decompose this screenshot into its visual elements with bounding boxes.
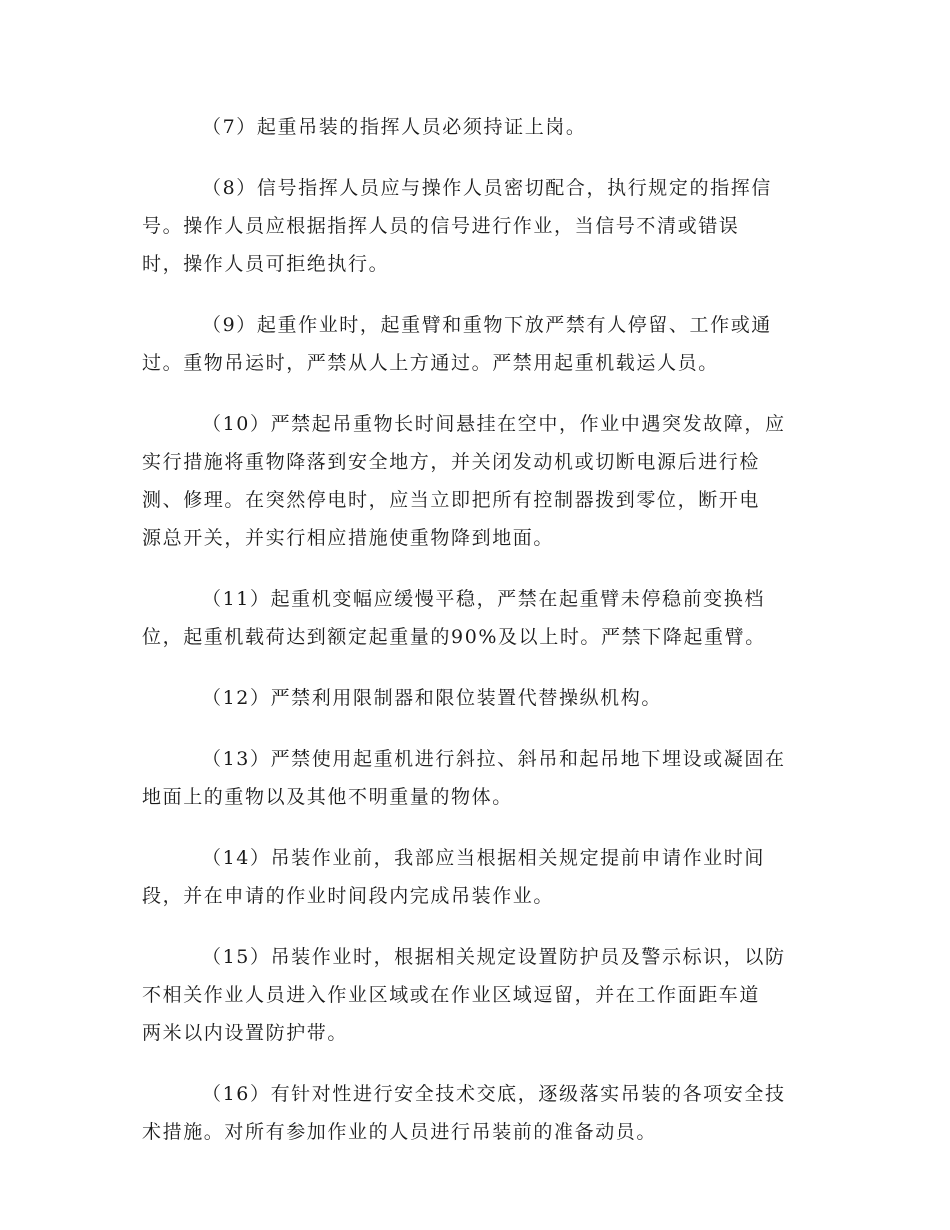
- paragraph-line: （15）吊装作业时，根据相关规定设置防护员及警示标识，以防: [202, 946, 786, 968]
- paragraph-8: [142, 169, 808, 283]
- paragraph-13: [142, 740, 808, 816]
- paragraph-11: [142, 580, 808, 656]
- paragraph-12: [142, 679, 808, 717]
- paragraph-line: 实行措施将重物降落到安全地方，并关闭发动机或切断电源后进行检: [142, 451, 761, 473]
- paragraph-14: [142, 839, 808, 915]
- paragraph-line: （9）起重作业时，起重臂和重物下放严禁有人停留、工作或通: [202, 314, 772, 336]
- paragraph-line: 过。重物吊运时，严禁从人上方通过。严禁用起重机载运人员。: [142, 352, 719, 374]
- paragraph-line: 不相关作业人员进入作业区域或在作业区域逗留，并在工作面距车道: [142, 984, 761, 1006]
- paragraph-16: [142, 1075, 808, 1151]
- paragraph-9: [142, 306, 808, 382]
- paragraph-line: 时，操作人员可拒绝执行。: [142, 253, 390, 275]
- paragraph-line: （8）信号指挥人员应与操作人员密切配合，执行规定的指挥信: [202, 177, 772, 199]
- paragraph-line: 测、修理。在突然停电时，应当立即把所有控制器拨到零位，断开电: [142, 489, 761, 511]
- paragraph-15: [142, 938, 808, 1052]
- paragraph-10: [142, 405, 808, 557]
- paragraph-line: （12）严禁利用限制器和限位装置代替操纵机构。: [202, 687, 662, 709]
- paragraph-line: 位，起重机载荷达到额定起重量的90%及以上时。严禁下降起重臂。: [142, 626, 766, 648]
- paragraph-line: （10）严禁起吊重物长时间悬挂在空中，作业中遇突发故障，应: [202, 413, 786, 435]
- paragraph-line: 地面上的重物以及其他不明重量的物体。: [142, 786, 513, 808]
- paragraph-7: [142, 108, 808, 146]
- paragraph-line: 源总开关，并实行相应措施使重物降到地面。: [142, 527, 555, 549]
- paragraph-line: （11）起重机变幅应缓慢平稳，严禁在起重臂未停稳前变换档: [202, 588, 765, 610]
- paragraph-line: 两米以内设置防护带。: [142, 1022, 349, 1044]
- document-body: [142, 108, 808, 1174]
- paragraph-line: 术措施。对所有参加作业的人员进行吊装前的准备动员。: [142, 1121, 658, 1143]
- paragraph-line: 号。操作人员应根据指挥人员的信号进行作业，当信号不清或错误: [142, 215, 740, 237]
- paragraph-line: （14）吊装作业前，我部应当根据相关规定提前申请作业时间: [202, 847, 765, 869]
- paragraph-line: （13）严禁使用起重机进行斜拉、斜吊和起吊地下埋设或凝固在: [202, 748, 786, 770]
- paragraph-line: （7）起重吊装的指挥人员必须持证上岗。: [202, 116, 587, 138]
- paragraph-line: （16）有针对性进行安全技术交底，逐级落实吊装的各项安全技: [202, 1083, 786, 1105]
- paragraph-line: 段，并在申请的作业时间段内完成吊装作业。: [142, 885, 555, 907]
